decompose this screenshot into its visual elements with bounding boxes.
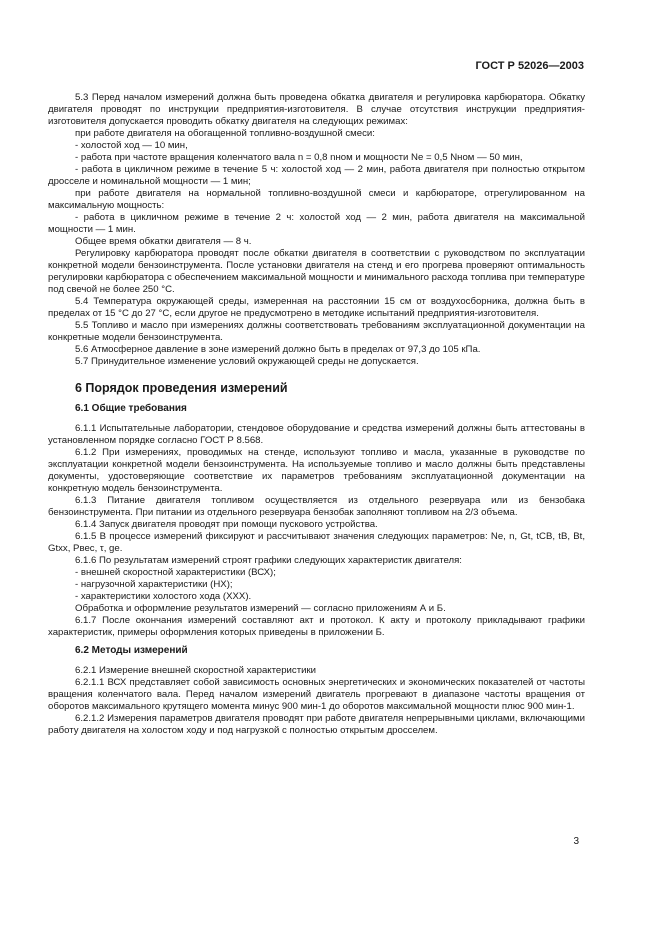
paragraph: 6.2.1.2 Измерения параметров двигателя проводят при работе двигателя непрерывными циклами, включающими работу двигателя на холостом ходу и под нагрузкой с полностью открытым дросселем. xyxy=(48,713,585,736)
paragraph: Обработка и оформление результатов измерений — согласно приложениям А и Б. xyxy=(75,603,446,614)
paragraph: 5.4 Температура окружающей среды, измеренная на расстоянии 15 см от воздухосборника, должна быть в пределах от 15 °С до 27 °С, если другое не предусмотрено в методике испытаний предприятия-изготовителя. xyxy=(48,296,585,319)
list-item: - работа при частоте вращения коленчатого вала n = 0,8 nном и мощности Ne = 0,5 Nном — 50 мин, xyxy=(75,152,523,163)
paragraph: 5.6 Атмосферное давление в зоне измерений должно быть в пределах от 97,3 до 105 кПа. xyxy=(75,344,481,355)
list-item: - характеристики холостого хода (XXX). xyxy=(75,591,252,602)
paragraph: 6.2.1 Измерение внешней скоростной характеристики xyxy=(75,665,317,676)
paragraph: 5.5 Топливо и масло при измерениях должны соответствовать требованиям эксплуатационной документации на конкретные модели бензоинструмента. xyxy=(48,320,585,343)
document-body xyxy=(48,92,585,737)
paragraph: 6.1.6 По результатам измерений строят графики следующих характеристик двигателя: xyxy=(75,555,462,566)
subsection-heading: 6.1 Общие требования xyxy=(75,403,187,414)
paragraph: 6.1.3 Питание двигателя топливом осуществляется из отдельного резервуара или из бензобака бензоинструмента. При питании из отдельного резервуара бензобак заполняют топливом на 2/3 объема. xyxy=(48,495,585,518)
page-number: 3 xyxy=(573,836,579,847)
paragraph: при работе двигателя на обогащенной топливно-воздушной смеси: xyxy=(75,128,375,139)
subsection-heading: 6.2 Методы измерений xyxy=(75,645,188,656)
paragraph: 6.1.4 Запуск двигателя проводят при помощи пускового устройства. xyxy=(75,519,378,530)
paragraph: Регулировку карбюратора проводят после обкатки двигателя в соответствии с руководством по эксплуатации конкретной модели бензоинструмента. После установки двигателя на стенд и его прогрева проверяют оптимальность регулировки карбюратора с обеспечением максимальной мощности и минимального расхода топлива при температуре под свечой не более 250 °С. xyxy=(48,248,585,295)
standard-number: ГОСТ Р 52026—2003 xyxy=(475,60,584,72)
section-heading: 6 Порядок проведения измерений xyxy=(75,381,288,395)
paragraph: при работе двигателя на нормальной топливно-воздушной смеси и карбюраторе, отрегулированном на максимальную мощность: xyxy=(48,188,585,211)
paragraph: Общее время обкатки двигателя — 8 ч. xyxy=(75,236,252,247)
paragraph: 6.1.5 В процессе измерений фиксируют и рассчитывают значения следующих параметров: Ne, n, Gt, tСВ, tB, Bt, Gtxx, Pвес, τ, ge. xyxy=(48,531,585,554)
paragraph: 6.1.1 Испытательные лаборатории, стендовое оборудование и средства измерений должны быть аттестованы в установленном порядке согласно ГОСТ Р 8.568. xyxy=(48,423,585,446)
list-item: - внешней скоростной характеристики (ВСХ); xyxy=(75,567,276,578)
list-item: - нагрузочной характеристики (НХ); xyxy=(75,579,233,590)
paragraph: 5.7 Принудительное изменение условий окружающей среды не допускается. xyxy=(75,356,419,367)
list-item: - работа в цикличном режиме в течение 2 ч: холостой ход — 2 мин, работа двигателя на максимальной мощности — 1 мин. xyxy=(48,212,585,235)
list-item: - работа в цикличном режиме в течение 5 ч: холостой ход — 2 мин, работа двигателя при полностью открытом дросселе и номинальной мощности — 1 мин; xyxy=(48,164,585,187)
paragraph: 6.2.1.1 ВСХ представляет собой зависимость основных энергетических и экономических показателей от частоты вращения коленчатого вала. Перед началом измерений двигатель прогревают в диапазоне частоты вращения от оборотов максимального крутящего момента минус 900 мин-1 до оборотов максимальной мощности плюс 900 мин-1. xyxy=(48,677,585,712)
paragraph: 6.1.7 После окончания измерений составляют акт и протокол. К акту и протоколу прикладывают графики характеристик, примеры оформления которых приведены в приложении Б. xyxy=(48,615,585,638)
paragraph: 5.3 Перед началом измерений должна быть проведена обкатка двигателя и регулировка карбюратора. Обкатку двигателя проводят по инструкции предприятия-изготовителя. В случае отсутствия инструкции предприятия-изготовителя допускается проводить обкатку двигателя на следующих режимах: xyxy=(48,92,585,127)
list-item: - холостой ход — 10 мин, xyxy=(75,140,188,151)
paragraph: 6.1.2 При измерениях, проводимых на стенде, используют топливо и масла, указанные в руководстве по эксплуатации конкретной модели бензоинструмента. На используемые топливо и масло должны быть представлены документы, удостоверяющие соответствие их параметров требованиям эксплуатационной документации на конкретную модель бензоинструмента. xyxy=(48,447,585,494)
